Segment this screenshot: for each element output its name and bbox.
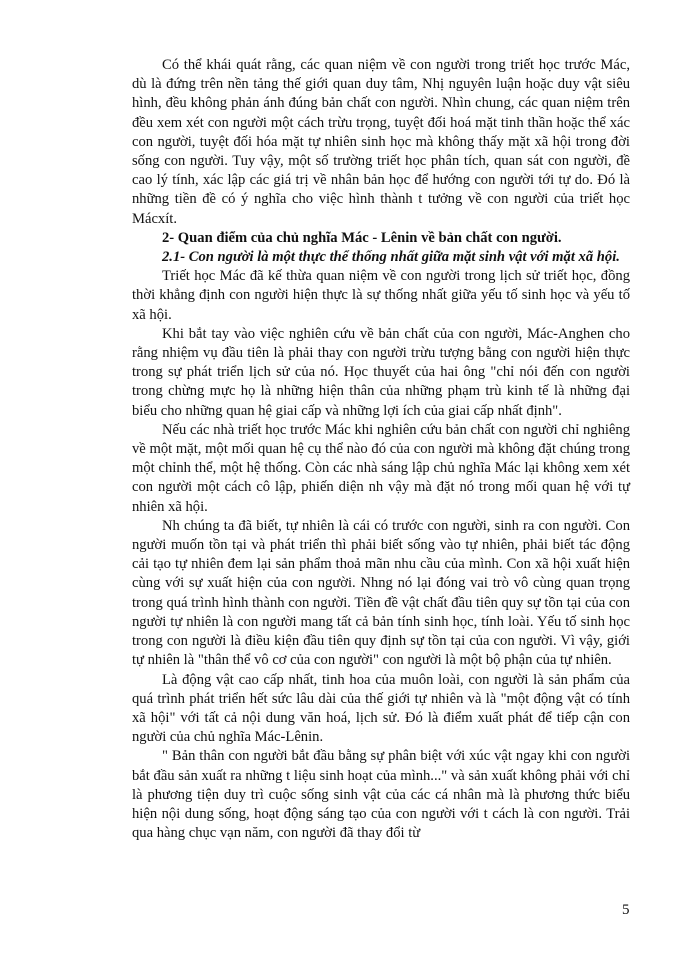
subsection-heading: 2.1- Con người là một thực thể thống nhất giữa mặt sinh vật với mặt xã hội. <box>162 249 620 266</box>
paragraph: Nh chúng ta đã biết, tự nhiên là cái có trước con người, sinh ra con người. Con người muốn tồn tại và phát triển thì phải biết sống vào tự nhiên, phải biết tác động cải tạo tự nhiên đem lại sản phẩm thoả mãn nhu cầu của mình. Con xã hội xuất hiện cùng với sự xuất hiện của con người. Nhng nó lại đóng vai trò vô cùng quan trọng trong quá trình hình thành con người. Tiền đề vật chất đầu tiên quy sự tồn tại của con người tự nhiên là con người mang tất cả bản tính sinh học, tính loài. Yếu tố sinh học trong con người là điều kiện đầu tiên quy định sự tồn tại của con người. Vì vậy, giới tự nhiên là "thân thể vô cơ của con người" con người là một bộ phận của tự nhiên. <box>132 517 630 669</box>
paragraph: Nếu các nhà triết học trước Mác khi nghiên cứu bản chất con người chỉ nghiêng về một mặt, một mối quan hệ cụ thể nào đó của con người mà không đặt chúng trong một chỉnh thể, một hệ thống. Còn các nhà sáng lập chủ nghĩa Mác lại không xem xét con người một cách cô lập, phiến diện nh vậy mà đặt nó trong mối quan hệ với tự nhiên xã hội. <box>132 421 630 515</box>
paragraph-intro: Có thể khái quát rằng, các quan niệm về con người trong triết học trước Mác, dù là đứng trên nền tảng thế giới quan duy tâm, Nhị nguyên luận hoặc duy vật siêu hình, đều không phản ánh đúng bản chất con người. Nhìn chung, các quan niệm trên đều xem xét con người một cách trừu trọng, tuyệt đối hoá mặt tinh thần hoặc thể xác con người, tuyệt đối hóa mặt tự nhiên sinh học mà không thấy mặt xã hội trong đời sống con người. Tuy vậy, một số trường triết học phân tích, quan sát con người, đề cao lý tính, xác lập các giá trị về nhân bản học để hướng con người tới tự do. Đó là những tiền đề có ý nghĩa cho việc hình thành t tưởng về con người của triết học Mácxít. <box>132 57 630 227</box>
paragraph: Là động vật cao cấp nhất, tinh hoa của muôn loài, con người là sản phẩm của quá trình phát triển hết sức lâu dài của thế giới tự nhiên và là "một động vật có tính xã hội" với tất cả nội dung văn hoá, lịch sử. Đó là điểm xuất phát để tiếp cận con người của chủ nghĩa Mác-Lênin. <box>132 671 630 746</box>
page-number: 5 <box>622 902 630 918</box>
paragraph: Khi bắt tay vào việc nghiên cứu về bản chất của con người, Mác-Anghen cho rằng nhiệm vụ đầu tiên là phải thay con người trừu tượng bằng con người hiện thực trong sự phát triển lịch sử của nó. Học thuyết của hai ông "chỉ nói đến con người trong chừng mực họ là những hiện thân của những phạm trù kinh tế là những đại biểu cho những quan hệ giai cấp và những lợi ích của giai cấp nhất định". <box>132 325 630 419</box>
body-text <box>132 56 630 843</box>
section-heading: 2- Quan điểm của chủ nghĩa Mác - Lênin về bản chất con người. <box>162 229 562 246</box>
paragraph: " Bản thân con người bắt đầu bằng sự phân biệt với xúc vật ngay khi con người bắt đầu sản xuất ra những t liệu sinh hoạt của mình..." và sản xuất không phải với chỉ là phương tiện duy trì cuộc sống sinh vật của các cá nhân mà là phương thức biểu hiện nội dung sống, hoạt động sáng tạo của con người với t cách là con người. Trải qua hàng chục vạn năm, con người đã thay đổi từ <box>132 748 630 842</box>
paragraph: Triết học Mác đã kế thừa quan niệm về con người trong lịch sử triết học, đồng thời khẳng định con người hiện thực là sự thống nhất giữa yếu tố sinh học và yếu tố xã hội. <box>132 268 630 323</box>
